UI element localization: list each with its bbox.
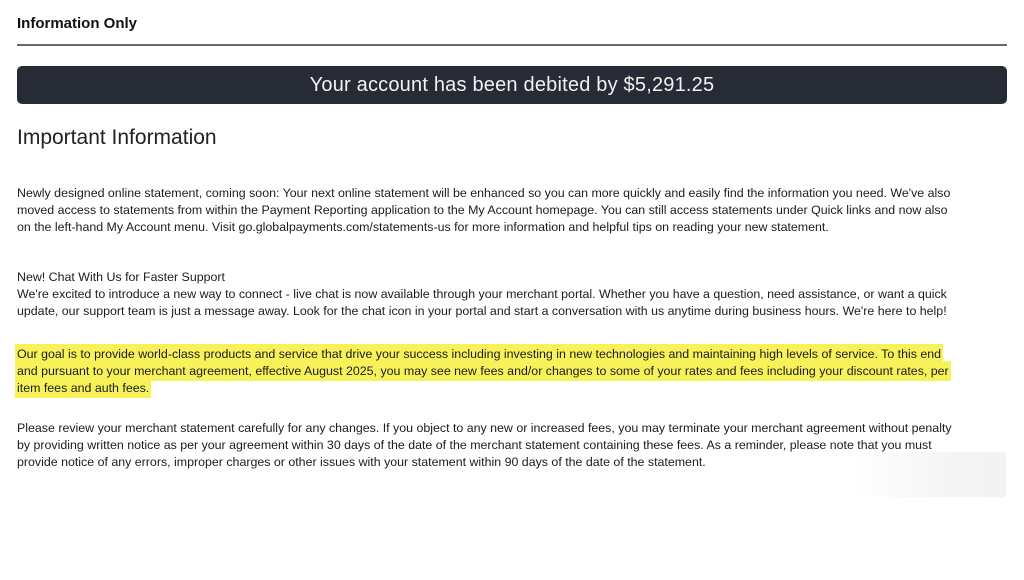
review-statement-paragraph: Please review your merchant statement carefully for any changes. If you object to any new or increased fees, you may terminate your merchant agreement without penalty by providing written notice as per your agreement within 30 days of the date of the merchant statement containing these fees. As a reminder, please note that you must provide notice of any errors, improper charges or other issues with your statement within 90 days of the date of the statement. <box>17 421 952 469</box>
debit-banner <box>17 66 1007 104</box>
chat-support-title: New! Chat With Us for Faster Support <box>17 270 225 284</box>
fee-change-highlighted-text: Our goal is to provide world-class products and service that drive your success including investing in new technologies and maintaining high levels of service. To this end and pursuant to your merchant agreement, effective August 2025, you may see new fees and/or changes to some of your rates and fees including your discount rates, per item fees and auth fees. <box>17 347 949 395</box>
info-only-label: Information Only <box>17 15 137 32</box>
fee-change-paragraph <box>17 346 962 396</box>
scan-artifact <box>856 452 1006 497</box>
debit-banner-text: Your account has been debited by $5,291.25 <box>309 73 715 96</box>
statement-notice-paragraph: Newly designed online statement, coming soon: Your next online statement will be enhanced so you can more quickly and easily find the information you need. We've also moved access to statements from within the Payment Reporting application to the My Account homepage. You can still access statements under Quick links and now also on the left-hand My Account menu. Visit go.globalpayments.com/statements-us for more information and helpful tips on reading your new statement. <box>17 186 951 234</box>
section-title: Important Information <box>17 126 217 149</box>
chat-support-body: We're excited to introduce a new way to connect - live chat is now available through your merchant portal. Whether you have a question, need assistance, or want a quick update, our support team is just a message away. Look for the chat icon in your portal and start a conversation with us anytime during business hours. We're here to help! <box>17 286 947 318</box>
chat-support-paragraph <box>17 269 962 319</box>
header-divider <box>17 44 1007 46</box>
